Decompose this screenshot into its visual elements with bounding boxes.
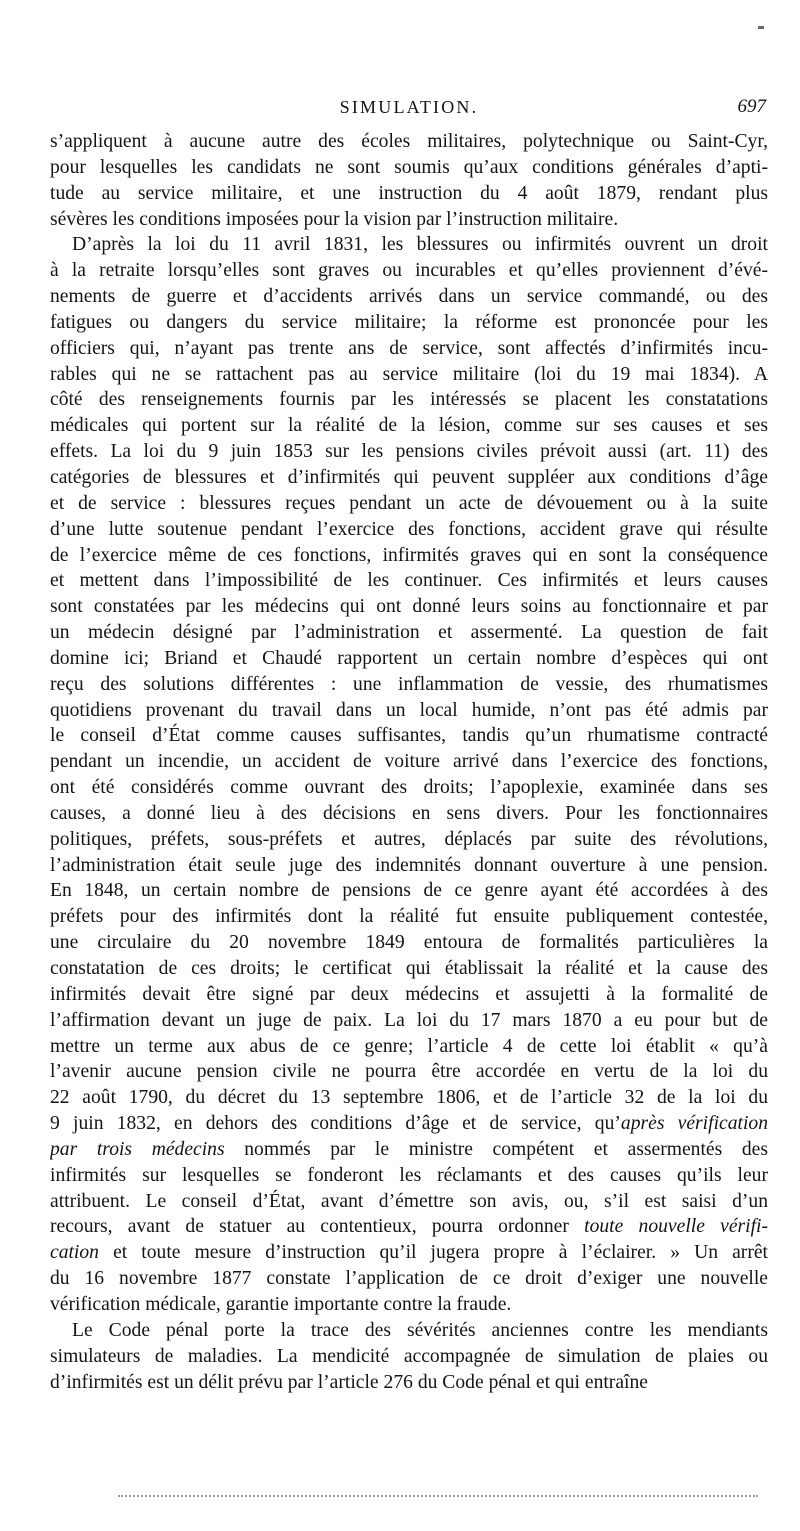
- text-run: et toute mesure d’instruction qu’il jugera propre à l’éclairer. » Un arrêt: [98, 1242, 768, 1264]
- text-run: mettre un terme aux abus de ce genre; l’article 4 de cette loi établit « qu’à: [50, 1035, 768, 1057]
- text-line: [50, 1085, 768, 1111]
- text-line: [50, 982, 768, 1008]
- corner-mark: [758, 26, 764, 29]
- text-run: s’appliquent à aucune autre des écoles militaires, polytechnique ou Saint-Cyr,: [50, 131, 768, 152]
- text-run: à la retraite lorsqu’elles sont graves ou incurables et qu’elles proviennent d’évé-: [50, 260, 768, 282]
- text-run: quotidiens provenant du travail dans un local humide, n’ont pas été admis par: [50, 699, 768, 721]
- text-run: d’une lutte soutenue pendant l’exercice des fonctions, accident grave qui résulte: [50, 518, 768, 540]
- text-line: [50, 1292, 768, 1318]
- text-line: [50, 439, 768, 465]
- text-line: [50, 258, 768, 284]
- text-run: politiques, préfets, sous-préfets et autres, déplacés par suite des révolutions,: [50, 828, 768, 850]
- text-line: [50, 232, 768, 258]
- text-run: simulateurs de maladies. La mendicité accompagnée de simulation de plaies ou: [50, 1345, 768, 1367]
- text-run: 9 juin 1832, en dehors des conditions d’âge et de service, qu’: [50, 1113, 621, 1135]
- text-line: [50, 1137, 768, 1163]
- text-run: catégories de blessures et d’infirmités qui peuvent suppléer aux conditions d’âge: [50, 466, 768, 488]
- text-line: [50, 930, 768, 956]
- text-line: [50, 491, 768, 517]
- text-line: [50, 878, 768, 904]
- text-run: infirmités sur lesquelles se fonderont les réclamants et des causes qu’ils leur: [50, 1164, 768, 1186]
- text-run: constatation de ces droits; le certificat qui établissait la réalité et la cause des: [50, 958, 768, 979]
- text-run: officiers qui, n’ayant pas trente ans de service, sont affectés d’infirmités incu-: [50, 337, 768, 359]
- text-line: [50, 336, 768, 362]
- text-line: [50, 568, 768, 594]
- text-line: [50, 1318, 768, 1344]
- text-line: [50, 155, 768, 181]
- text-line: [50, 1059, 768, 1085]
- text-run: un médecin désigné par l’administration et assermenté. La question de fait: [50, 622, 768, 644]
- text-run: côté des renseignements fournis par les intéressés se placent les constatations: [50, 389, 768, 411]
- page-number: 697: [737, 96, 766, 117]
- text-line: [50, 387, 768, 413]
- text-line: [50, 284, 768, 310]
- text-line: [50, 1266, 768, 1292]
- text-line: [50, 1370, 768, 1396]
- text-line: [50, 1189, 768, 1215]
- text-run: une circulaire du 20 novembre 1849 entoura de formalités particulières la: [50, 932, 768, 954]
- text-run: l’avenir aucune pension civile ne pourra être accordée en vertu de la loi du: [50, 1061, 768, 1083]
- text-run: vérification médicale, garantie importante contre la fraude.: [50, 1293, 512, 1315]
- text-line: [50, 413, 768, 439]
- text-line: [50, 1214, 768, 1240]
- text-line: [50, 775, 768, 801]
- text-line: [50, 723, 768, 749]
- text-line: [50, 620, 768, 646]
- text-run: nements de guerre et d’accidents arrivés dans un service commandé, ou des: [50, 286, 768, 308]
- text-run: ont été considérés comme ouvrant des droits; l’apoplexie, examinée dans ses: [50, 777, 768, 799]
- text-line: [50, 646, 768, 672]
- text-line: [50, 801, 768, 827]
- text-run: tude au service militaire, et une instruction du 4 août 1879, rendant plus: [50, 182, 768, 204]
- text-run: attribuent. Le conseil d’État, avant d’émettre son avis, ou, s’il est saisi d’un: [50, 1190, 768, 1212]
- text-line: [50, 956, 768, 982]
- text-line: [50, 181, 768, 207]
- text-run: nommés par le ministre compétent et assermentés des: [224, 1138, 768, 1160]
- text-line: [50, 672, 768, 698]
- text-line: [50, 1344, 768, 1370]
- italic-text: par trois médecins: [50, 1138, 225, 1160]
- text-run: préfets pour des infirmités dont la réalité fut ensuite publiquement contestée,: [50, 906, 768, 928]
- text-line: [50, 698, 768, 724]
- running-head: [48, 92, 770, 122]
- running-title: SIMULATION.: [339, 97, 479, 117]
- text-run: Le Code pénal porte la trace des sévérités anciennes contre les mendiants: [72, 1319, 768, 1341]
- text-run: pour lesquelles les candidats ne sont soumis qu’aux conditions générales d’apti-: [50, 156, 768, 178]
- text-run: reçu des solutions différentes : une inflammation de vessie, des rhumatismes: [50, 673, 768, 695]
- text-line: [50, 1034, 768, 1060]
- text-line: [50, 543, 768, 569]
- text-line: [50, 310, 768, 336]
- text-run: fatigues ou dangers du service militaire; la réforme est prononcée pour les: [50, 311, 768, 333]
- text-line: [50, 207, 768, 233]
- text-run: sévères les conditions imposées pour la vision par l’instruction militaire.: [50, 208, 619, 230]
- text-run: le conseil d’État comme causes suffisantes, tandis qu’un rhumatisme contracté: [50, 725, 768, 747]
- text-line: [50, 465, 768, 491]
- italic-text: après vérification: [620, 1113, 768, 1135]
- italic-text: cation: [50, 1242, 99, 1264]
- text-run: En 1848, un certain nombre de pensions de ce genre ayant été accordées à des: [50, 880, 768, 902]
- body-text: [50, 129, 768, 1395]
- text-line: [50, 827, 768, 853]
- text-run: effets. La loi du 9 juin 1853 sur les pensions civiles prévoit aussi (art. 11) des: [50, 441, 768, 463]
- text-run: sont constatées par les médecins qui ont donné leurs soins au fonctionnaire et par: [50, 596, 768, 618]
- text-run: d’infirmités est un délit prévu par l’article 276 du Code pénal et qui entraîne: [50, 1371, 648, 1393]
- text-run: médicales qui portent sur la réalité de la lésion, comme sur ses causes et ses: [50, 415, 768, 437]
- text-line: [50, 362, 768, 388]
- text-run: domine ici; Briand et Chaudé rapportent un certain nombre d’espèces qui ont: [50, 647, 768, 669]
- text-run: 22 août 1790, du décret du 13 septembre 1806, et de l’article 32 de la loi du: [50, 1087, 768, 1109]
- text-run: rables qui ne se rattachent pas au service militaire (loi du 19 mai 1834). A: [50, 363, 768, 385]
- text-run: infirmités devait être signé par deux médecins et assujetti à la formalité de: [50, 983, 768, 1005]
- text-line: [50, 904, 768, 930]
- footer-rule: [118, 1495, 758, 1497]
- text-run: et mettent dans l’impossibilité de les continuer. Ces infirmités et leurs causes: [50, 570, 768, 592]
- text-line: [50, 1163, 768, 1189]
- text-line: [50, 129, 768, 155]
- text-line: [50, 749, 768, 775]
- text-line: [50, 1111, 768, 1137]
- text-line: [50, 1008, 768, 1034]
- text-run: l’administration était seule juge des indemnités donnant ouverture à une pension.: [50, 854, 768, 876]
- text-line: [50, 853, 768, 879]
- text-run: du 16 novembre 1877 constate l’application de ce droit d’exiger une nouvelle: [50, 1268, 768, 1290]
- text-run: causes, a donné lieu à des décisions en sens divers. Pour les fonctionnaires: [50, 802, 768, 824]
- text-run: pendant un incendie, un accident de voiture arrivé dans l’exercice des fonctions,: [50, 751, 768, 773]
- text-line: [50, 594, 768, 620]
- text-run: recours, avant de statuer au contentieux, pourra ordonner: [50, 1216, 585, 1238]
- italic-text: toute nouvelle vérifi-: [584, 1216, 768, 1238]
- text-line: [50, 1240, 768, 1266]
- text-run: D’après la loi du 11 avril 1831, les blessures ou infirmités ouvrent un droit: [72, 234, 768, 256]
- text-run: et de service : blessures reçues pendant un acte de dévouement ou à la suite: [50, 492, 768, 514]
- text-run: de l’exercice même de ces fonctions, infirmités graves qui en sont la conséquence: [50, 544, 768, 566]
- text-run: l’affirmation devant un juge de paix. La loi du 17 mars 1870 a eu pour but de: [50, 1009, 768, 1031]
- text-line: [50, 517, 768, 543]
